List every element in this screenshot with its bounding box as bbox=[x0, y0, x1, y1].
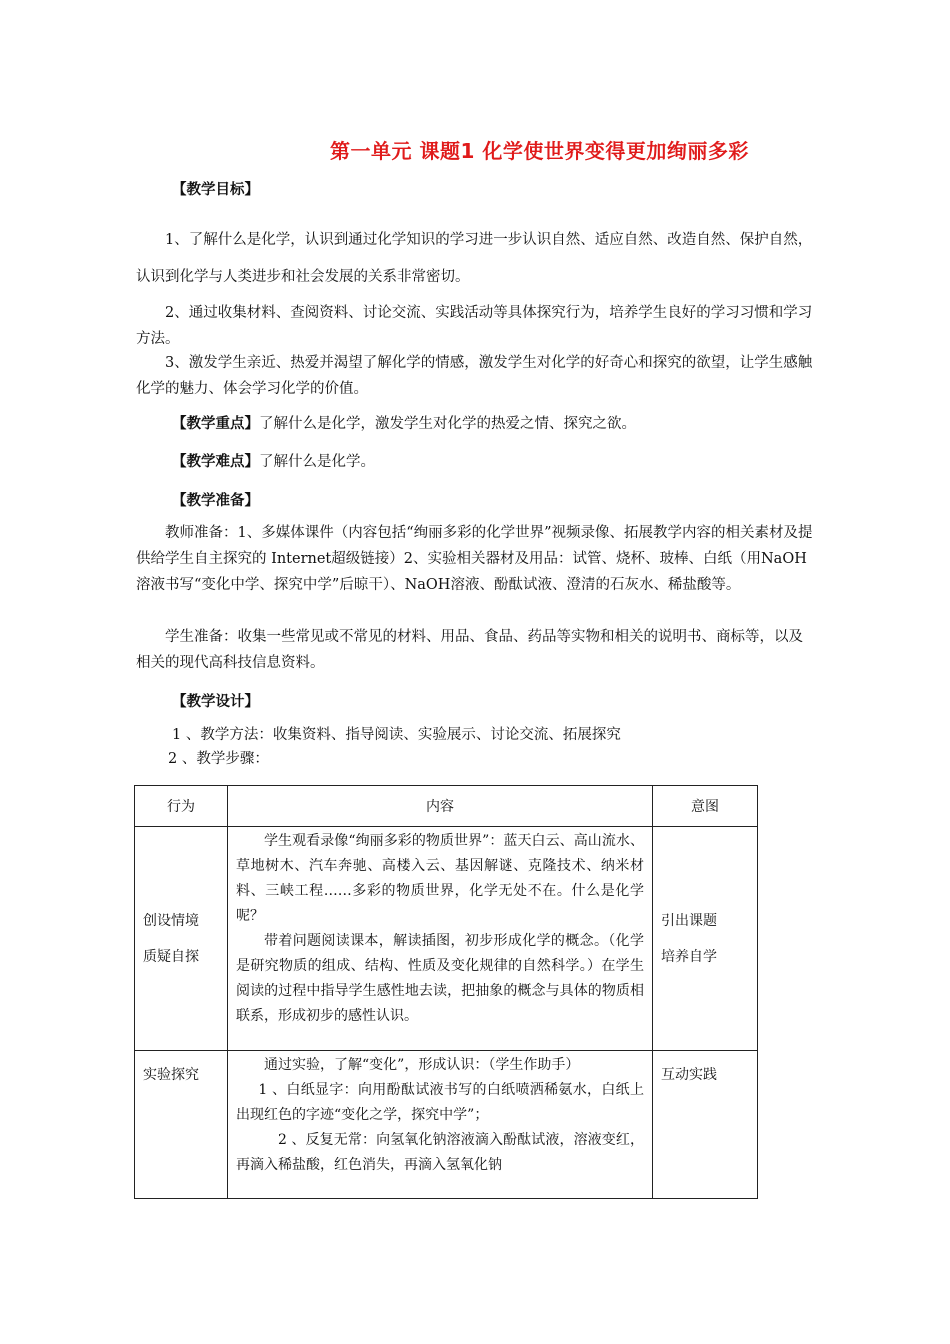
row1-content-para: 学生观看录像“绚丽多彩的物质世界”：蓝天白云、高山流水、草地树木、汽车奔驰、高楼入云、基因解谜、克隆技术、纳米材料、三峡工程……多彩的物质世界，化学无处不在。什么是化学呢？ bbox=[236, 833, 644, 924]
student-preparation: 学生准备：收集一些常见或不常见的材料、用品、食品、药品等实物和相关的说明书、商标等，以及相关的现代高科技信息资料。 bbox=[136, 629, 803, 671]
row2-action-line: 实验探究 bbox=[143, 1067, 199, 1083]
difficulty bbox=[172, 449, 812, 475]
row2-action bbox=[135, 1051, 228, 1199]
table-row bbox=[135, 827, 758, 1051]
row1-content bbox=[228, 827, 653, 1051]
preparation-heading: 【教学准备】 bbox=[172, 493, 259, 509]
key-point-text: 了解什么是化学，激发学生对化学的热爱之情、探究之欲。 bbox=[259, 416, 636, 432]
row1-action bbox=[135, 827, 228, 1051]
teaching-steps: 2 、教学步骤： bbox=[168, 751, 269, 767]
goal-item-1: 1、了解什么是化学，认识到通过化学知识的学习进一步认识自然、适应自然、改造自然、保护自然，认识到化学与人类进步和社会发展的关系非常密切。 bbox=[136, 232, 813, 285]
row2-content bbox=[228, 1051, 653, 1199]
row1-action-line: 创设情境 bbox=[143, 912, 199, 929]
row2-content-para: 2 、反复无常：向氢氧化钠溶液滴入酚酞试液，溶液变红，再滴入稀盐酸，红色消失，再滴入氢氧化钠 bbox=[236, 1132, 644, 1173]
row1-intent bbox=[653, 827, 758, 1051]
row2-intent-line: 互动实践 bbox=[661, 1067, 717, 1083]
teaching-steps-table bbox=[134, 785, 758, 1199]
goal-item-2: 2、通过收集材料、查阅资料、讨论交流、实践活动等具体探究行为，培养学生良好的学习习惯和学习方法。 bbox=[136, 305, 813, 347]
document-title: 第一单元 课题1 化学使世界变得更加绚丽多彩 bbox=[330, 139, 749, 163]
header-action: 行为 bbox=[135, 786, 228, 827]
key-point-heading: 【教学重点】 bbox=[172, 416, 259, 432]
difficulty-text: 了解什么是化学。 bbox=[259, 454, 375, 470]
header-content: 内容 bbox=[228, 786, 653, 827]
key-point bbox=[172, 411, 812, 437]
row1-intent-line: 引出课题 bbox=[661, 912, 717, 929]
teacher-preparation: 教师准备：1、多媒体课件（内容包括“绚丽多彩的化学世界”视频录像、拓展教学内容的相关素材及提供给学生自主探究的 Internet超级链接）2、实验相关器材及用品：试管、烧杯、玻棒、白纸（用NaOH溶液书写“变化中学、探究中学”后晾干）、NaOH溶液、酚酞试液、澄清的石灰水、稀盐酸等。 bbox=[136, 525, 813, 593]
row1-intent-line: 培养自学 bbox=[661, 948, 717, 965]
row2-content-para: 1 、白纸显字：向用酚酞试液书写的白纸喷洒稀氨水，白纸上出现红色的字迹“变化之学，探究中学”； bbox=[236, 1082, 644, 1123]
row1-content-para: 带着问题阅读课本，解读插图，初步形成化学的概念。（化学是研究物质的组成、结构、性质及变化规律的自然科学。）在学生阅读的过程中指导学生感性地去读，把抽象的概念与具体的物质相联系，形成初步的感性认识。 bbox=[236, 933, 644, 1024]
goals-heading: 【教学目标】 bbox=[172, 182, 259, 198]
header-intent: 意图 bbox=[653, 786, 758, 827]
row1-action-line: 质疑自探 bbox=[143, 948, 199, 965]
row2-intent bbox=[653, 1051, 758, 1199]
difficulty-heading: 【教学难点】 bbox=[172, 454, 259, 470]
design-heading: 【教学设计】 bbox=[172, 694, 259, 710]
table-row bbox=[135, 1051, 758, 1199]
table-header-row bbox=[135, 786, 758, 827]
row2-content-para: 通过实验，了解“变化”，形成认识：（学生作助手） bbox=[264, 1057, 580, 1073]
goal-item-3: 3、激发学生亲近、热爱并渴望了解化学的情感，激发学生对化学的好奇心和探究的欲望，让学生感触化学的魅力、体会学习化学的价值。 bbox=[136, 355, 813, 397]
teaching-method: 1 、教学方法：收集资料、指导阅读、实验展示、讨论交流、拓展探究 bbox=[172, 727, 621, 743]
